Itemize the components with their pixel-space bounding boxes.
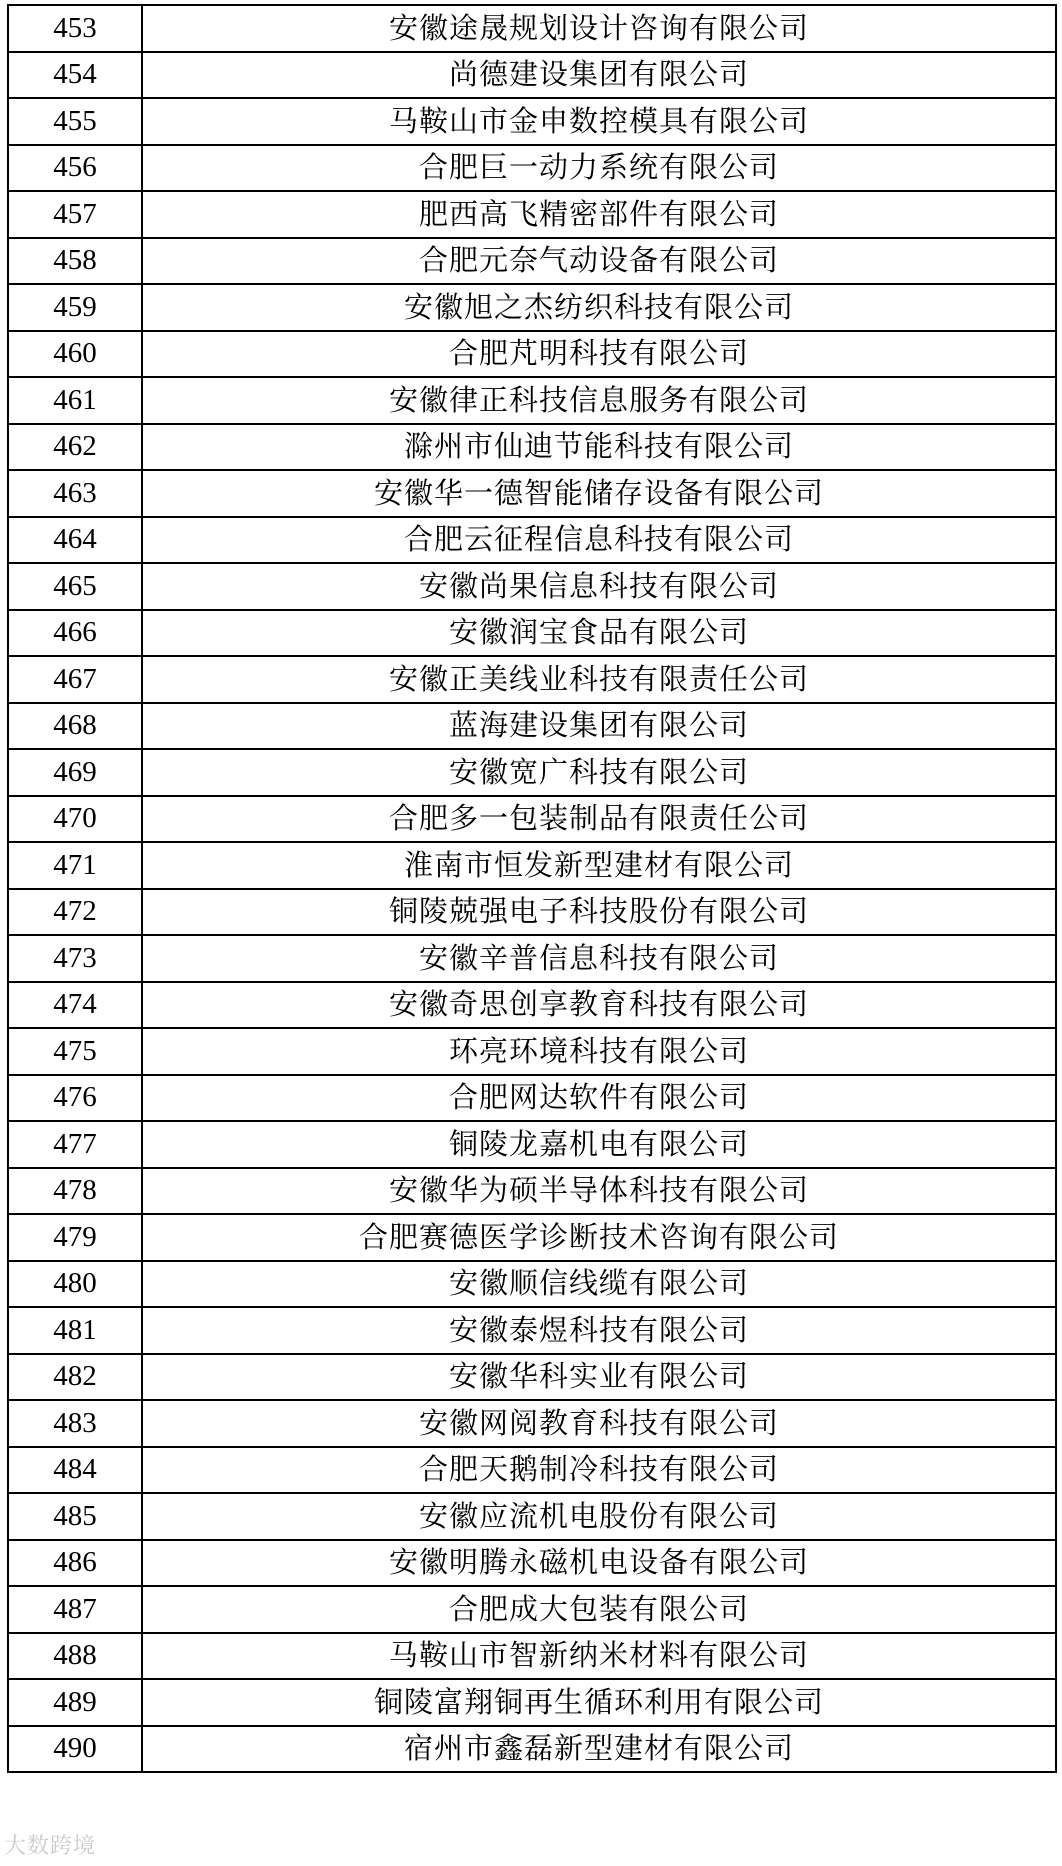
- company-name: 安徽途晟规划设计咨询有限公司: [142, 5, 1056, 52]
- table-row: [8, 563, 1056, 610]
- table-row: [8, 470, 1056, 517]
- row-number: 466: [8, 610, 142, 657]
- company-name: 安徽润宝食品有限公司: [142, 610, 1056, 657]
- row-number: 461: [8, 377, 142, 424]
- row-number: 477: [8, 1121, 142, 1168]
- company-name: 合肥网达软件有限公司: [142, 1075, 1056, 1122]
- company-name: 合肥云征程信息科技有限公司: [142, 517, 1056, 564]
- table-row: [8, 377, 1056, 424]
- company-name: 安徽尚果信息科技有限公司: [142, 563, 1056, 610]
- row-number: 490: [8, 1726, 142, 1773]
- row-number: 478: [8, 1168, 142, 1215]
- table-row: [8, 52, 1056, 99]
- row-number: 463: [8, 470, 142, 517]
- table-row: [8, 889, 1056, 936]
- company-name: 合肥赛德医学诊断技术咨询有限公司: [142, 1214, 1056, 1261]
- company-name: 合肥芃明科技有限公司: [142, 331, 1056, 378]
- row-number: 471: [8, 842, 142, 889]
- row-number: 489: [8, 1679, 142, 1726]
- table-row: [8, 1028, 1056, 1075]
- row-number: 459: [8, 284, 142, 331]
- company-name: 安徽旭之杰纺织科技有限公司: [142, 284, 1056, 331]
- table-row: [8, 1168, 1056, 1215]
- row-number: 462: [8, 424, 142, 471]
- row-number: 474: [8, 982, 142, 1029]
- company-name: 淮南市恒发新型建材有限公司: [142, 842, 1056, 889]
- table-row: [8, 1121, 1056, 1168]
- row-number: 465: [8, 563, 142, 610]
- table-row: [8, 935, 1056, 982]
- table-row: [8, 1214, 1056, 1261]
- table-row: [8, 517, 1056, 564]
- company-name: 安徽明腾永磁机电设备有限公司: [142, 1540, 1056, 1587]
- company-name: 安徽华科实业有限公司: [142, 1354, 1056, 1401]
- row-number: 470: [8, 796, 142, 843]
- table-row: [8, 5, 1056, 52]
- company-name: 安徽正美线业科技有限责任公司: [142, 656, 1056, 703]
- table-row: [8, 331, 1056, 378]
- company-name: 铜陵兢强电子科技股份有限公司: [142, 889, 1056, 936]
- row-number: 488: [8, 1633, 142, 1680]
- table-row: [8, 796, 1056, 843]
- table-row: [8, 1679, 1056, 1726]
- company-name: 铜陵富翔铜再生循环利用有限公司: [142, 1679, 1056, 1726]
- table-row: [8, 1540, 1056, 1587]
- table-row: [8, 284, 1056, 331]
- company-name: 马鞍山市智新纳米材料有限公司: [142, 1633, 1056, 1680]
- company-name: 宿州市鑫磊新型建材有限公司: [142, 1726, 1056, 1773]
- company-name: 安徽奇思创享教育科技有限公司: [142, 982, 1056, 1029]
- table-row: [8, 1307, 1056, 1354]
- row-number: 457: [8, 191, 142, 238]
- company-name: 滁州市仙迪节能科技有限公司: [142, 424, 1056, 471]
- table-row: [8, 1354, 1056, 1401]
- company-name: 安徽应流机电股份有限公司: [142, 1493, 1056, 1540]
- table-row: [8, 145, 1056, 192]
- table-row: [8, 656, 1056, 703]
- table-row: [8, 1726, 1056, 1773]
- company-name: 尚德建设集团有限公司: [142, 52, 1056, 99]
- row-number: 481: [8, 1307, 142, 1354]
- row-number: 482: [8, 1354, 142, 1401]
- table-row: [8, 1261, 1056, 1308]
- company-name: 安徽辛普信息科技有限公司: [142, 935, 1056, 982]
- company-name: 合肥天鹅制冷科技有限公司: [142, 1447, 1056, 1494]
- company-list-table-wrapper: [7, 4, 1057, 1773]
- row-number: 483: [8, 1400, 142, 1447]
- table-row: [8, 749, 1056, 796]
- table-row: [8, 424, 1056, 471]
- row-number: 473: [8, 935, 142, 982]
- table-row: [8, 1633, 1056, 1680]
- row-number: 476: [8, 1075, 142, 1122]
- row-number: 468: [8, 703, 142, 750]
- row-number: 475: [8, 1028, 142, 1075]
- row-number: 479: [8, 1214, 142, 1261]
- table-row: [8, 238, 1056, 285]
- company-name: 安徽华一德智能储存设备有限公司: [142, 470, 1056, 517]
- row-number: 458: [8, 238, 142, 285]
- row-number: 467: [8, 656, 142, 703]
- company-name: 安徽泰煜科技有限公司: [142, 1307, 1056, 1354]
- company-name: 安徽华为硕半导体科技有限公司: [142, 1168, 1056, 1215]
- watermark-logo: 大数跨境: [4, 1834, 97, 1859]
- row-number: 480: [8, 1261, 142, 1308]
- table-row: [8, 610, 1056, 657]
- table-row: [8, 1075, 1056, 1122]
- table-row: [8, 191, 1056, 238]
- company-name: 蓝海建设集团有限公司: [142, 703, 1056, 750]
- table-row: [8, 982, 1056, 1029]
- table-row: [8, 842, 1056, 889]
- row-number: 472: [8, 889, 142, 936]
- row-number: 484: [8, 1447, 142, 1494]
- company-name: 肥西高飞精密部件有限公司: [142, 191, 1056, 238]
- row-number: 487: [8, 1586, 142, 1633]
- row-number: 453: [8, 5, 142, 52]
- company-name: 安徽律正科技信息服务有限公司: [142, 377, 1056, 424]
- company-name: 合肥巨一动力系统有限公司: [142, 145, 1056, 192]
- company-name: 马鞍山市金申数控模具有限公司: [142, 98, 1056, 145]
- table-row: [8, 1447, 1056, 1494]
- company-name: 安徽宽广科技有限公司: [142, 749, 1056, 796]
- company-name: 合肥成大包装有限公司: [142, 1586, 1056, 1633]
- row-number: 456: [8, 145, 142, 192]
- table-row: [8, 1586, 1056, 1633]
- company-name: 合肥多一包装制品有限责任公司: [142, 796, 1056, 843]
- table-row: [8, 703, 1056, 750]
- company-name: 合肥元奈气动设备有限公司: [142, 238, 1056, 285]
- row-number: 485: [8, 1493, 142, 1540]
- company-list-table: [7, 4, 1057, 1773]
- row-number: 464: [8, 517, 142, 564]
- company-name: 铜陵龙嘉机电有限公司: [142, 1121, 1056, 1168]
- row-number: 486: [8, 1540, 142, 1587]
- table-row: [8, 1400, 1056, 1447]
- row-number: 455: [8, 98, 142, 145]
- company-name: 环亮环境科技有限公司: [142, 1028, 1056, 1075]
- table-row: [8, 1493, 1056, 1540]
- company-name: 安徽顺信线缆有限公司: [142, 1261, 1056, 1308]
- company-name: 安徽网阅教育科技有限公司: [142, 1400, 1056, 1447]
- company-list-body: [8, 5, 1056, 1772]
- table-row: [8, 98, 1056, 145]
- row-number: 469: [8, 749, 142, 796]
- row-number: 454: [8, 52, 142, 99]
- row-number: 460: [8, 331, 142, 378]
